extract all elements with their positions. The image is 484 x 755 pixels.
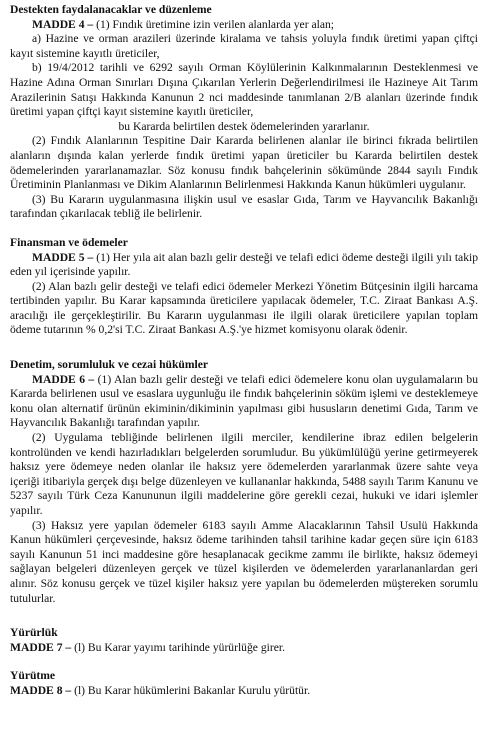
section-heading: Destekten faydalanacaklar ve düzenleme [10,3,212,16]
article-first-line [10,684,478,699]
article-label: MADDE 8 – [10,683,72,697]
paragraph-2: (2) Fındık Alanlarının Tespitine Dair Kararda belirlenen alanlar ile birinci fıkrada belirtilen alanların dışında kalan yerlerde fındık üretimi yapan üreticiler bu Kararda belirtilen destek ödemelerinden yararlanamazlar. Söz konusu fındık bahçelerinin sökümünde 2844 sayılı Fındık Üretiminin Planlanması ve Dikim Alanlarının Belirlenmesi Hakkında Kanun hükümleri uygulanır. [10,134,478,192]
article-text: (1) Her yıla ait alan bazlı gelir desteği ve telafi edici ödeme desteği ilgili yılı takip eden yıl içerisinde yapılır. [10,250,479,279]
article-first-line [10,18,478,33]
article-label: MADDE 4 – [32,17,94,31]
section-heading: Yürütme [10,669,56,683]
section-madde-7 [10,626,478,655]
spacer [10,655,478,669]
paragraph-3: (3) Haksız yere yapılan ödemeler 6183 sayılı Amme Alacaklarının Tahsil Usulü Hakkında Kanun hükümleri çerçevesinde, haksız ödeme tarihinden tahsil tarihine kadar geçen süre için 6183 sayılı Kanunun 51 inci maddesine göre hesaplanacak gecikme zammı ile birlikte, haksız ödemeyi sağlayan belgeleri düzenleyen gerçek ve tüzel kişilerden ve ödemelerden yararlananlardan geri alınır. Söz konusu gerçek ve tüzel kişiler haksız yere yapılan bu ödemelerden müştereken sorumlu tutulurlar. [10,518,478,605]
article-text: (l) Bu Karar yayımı tarihinde yürürlüğe girer. [74,640,285,654]
article-text: (1) Fındık üretimine izin verilen alanlarda yer alan; [96,17,334,31]
spacer [10,606,478,626]
paragraph-a: a) Hazine ve orman arazileri üzerinde kiralama ve tahsis yoluyla fındık üretimi yapan çiftçi kayıt sistemine kayıtlı üreticiler, [10,32,478,60]
article-text: (l) Bu Karar hükümlerini Bakanlar Kurulu yürütür. [74,683,311,697]
paragraph-conclusion: bu Kararda belirtilen destek ödemelerinden yararlanır. [118,119,370,133]
article-label: MADDE 7 – [10,640,72,654]
article-label: MADDE 5 – [32,250,94,264]
section-heading: Yürürlük [10,626,58,640]
paragraph-3: (3) Bu Kararın uygulanmasına ilişkin usul ve esaslar Gıda, Tarım ve Hayvancılık Bakanlığı tarafından çıkarılacak tebliğ ile belirlenir. [10,192,478,221]
section-madde-5 [10,236,478,338]
article-first-line [10,373,478,431]
spacer [10,338,478,358]
section-madde-6 [10,358,478,606]
article-text: (1) Alan bazlı gelir desteği ve telafi edici ödemelere konu olan uygulamaların bu Kararda belirlenen usul ve esaslara uygunluğu ile fındık bahçelerinin söküm işlemi ve desteklemeye konu olan alternatif ürünün ekiminin/dikiminin yapılması gibi hususların denetimi Gıda, Tarım ve Hayvancılık Bakanlığı tarafından yapılır. [10,372,478,430]
article-first-line [10,251,478,280]
section-madde-4 [10,3,478,222]
section-madde-8 [10,669,478,698]
section-heading: Finansman ve ödemeler [10,235,128,249]
paragraph-b: b) 19/4/2012 tarihli ve 6292 sayılı Orman Köylülerinin Kalkınmalarının Desteklenmesi ve Hazine Adına Orman Sınırları Dışına Çıkarılan Yerlerin Değerlendirilmesi ile Hazineye Ait Tarım Arazilerinin Satışı Hakkında Kanunun 2 nci maddesinde tanımlanan 2/B alanları üzerinde fındık üretimi yapan çiftçi kayıt sistemine kayıtlı üreticiler, [10,61,478,119]
article-label: MADDE 6 – [32,372,95,386]
article-first-line [10,641,478,656]
section-heading: Denetim, sorumluluk ve cezai hükümler [10,358,209,372]
paragraph-2: (2) Alan bazlı gelir desteği ve telafi edici ödemeler Merkezi Yönetim Bütçesinin ilgili harcama tertibinden yapılır. Bu Karar kapsamında üreticilere yapılacak ödemeler, T.C. Ziraat Bankası A.Ş. aracılığı ile gerçekleştirilir. Bu Kararın uygulanması ile ilgili olarak üreticilere yapılan toplam ödeme tutarının % 0,2'si T.C. Ziraat Bankası A.Ş.'ye hizmet komisyonu olarak ödenir. [10,279,478,337]
paragraph-2: (2) Uygulama tebliğinde belirlenen ilgili merciler, kendilerine ibraz edilen belgelerin kontrolünden ve kendi hazırladıkları belgelerden sorumludur. Bu yükümlülüğü yerine getirmeyerek haksız yere ödemeye neden olanlar ile haksız yere ödemelerden yararlanmak üzere sahte veya içeriği itibariyla gerçek dışı belge düzenleyen ve kullananlar hakkında, 5488 sayılı Tarım Kanunu ve 5237 sayılı Türk Ceza Kanununun ilgili maddelerine göre gerekli cezai, hukuki ve idari işlemler yapılır. [10,431,478,517]
spacer [10,222,478,236]
